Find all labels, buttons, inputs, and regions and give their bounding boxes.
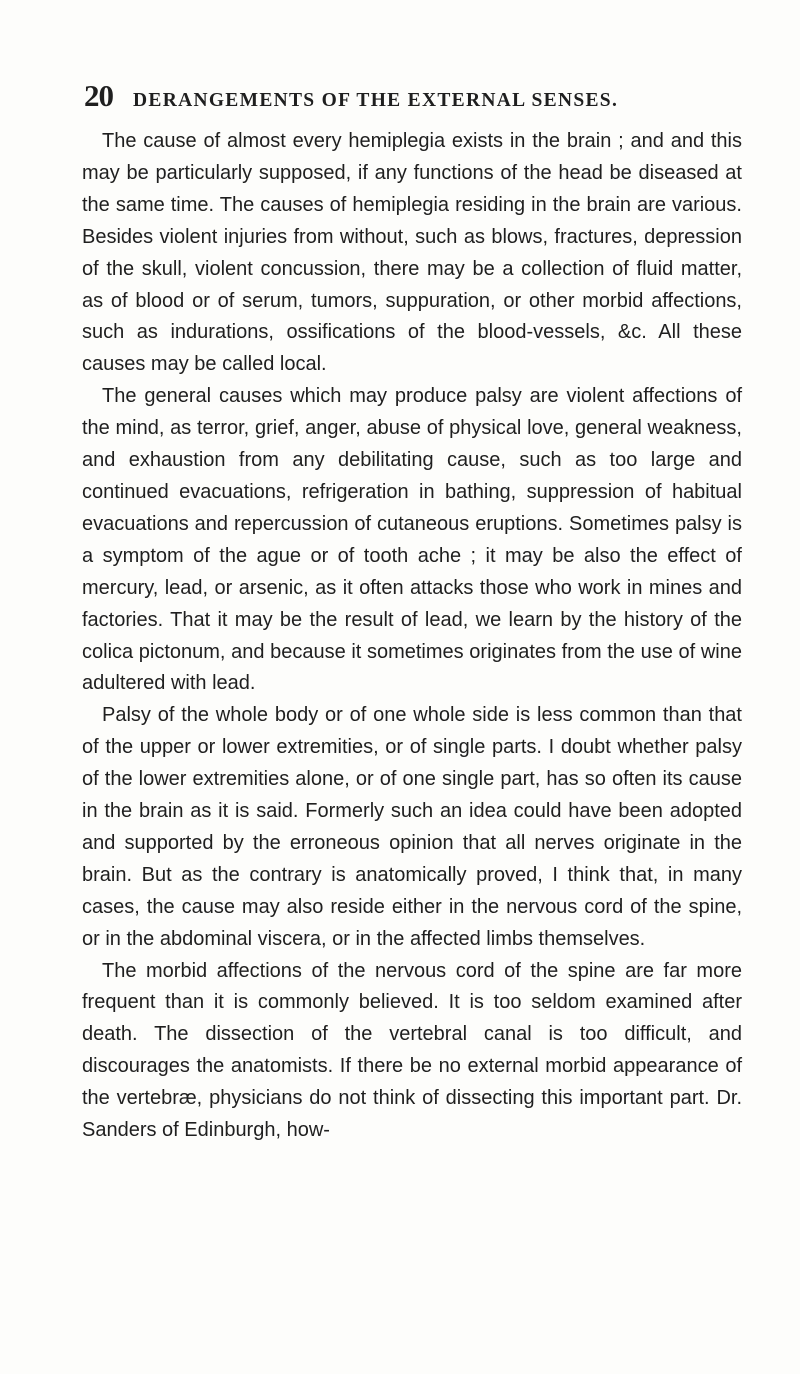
running-head: DERANGEMENTS OF THE EXTERNAL SENSES. — [133, 90, 619, 111]
paragraph: The cause of almost every hemiplegia exists in the brain ; and and this may be particularly supposed, if any functions of the head be diseased at the same time. The causes of hemiplegia residing in the brain are various. Besides violent injuries from without, such as blows, fractures, depression of the skull, violent concussion, there may be a collection of fluid matter, as of blood or of serum, tumors, suppuration, or other morbid affections, such as indurations, ossifications of the blood-vessels, &c. All these causes may be called local. — [82, 130, 742, 376]
page-number: 20 — [84, 78, 113, 113]
paragraph: The morbid affections of the nervous cord of the spine are far more frequent than it is commonly believed. It is too seldom examined after death. The dissection of the vertebral canal is too difficult, and discourages the anatomists. If there be no external morbid appearance of the vertebræ, physicians do not think of dissecting this important part. Dr. Sanders of Edinburgh, how- — [82, 959, 742, 1142]
body-text — [82, 126, 742, 1147]
page-header — [84, 78, 724, 118]
paragraph: Palsy of the whole body or of one whole side is less common than that of the upper or lower extremities, or of single parts. I doubt whether palsy of the lower extremities alone, or of one single part, has so often its cause in the brain as it is said. Formerly such an idea could have been adopted and supported by the erroneous opinion that all nerves originate in the brain. But as the contrary is anatomically proved, I think that, in many cases, the cause may also reside either in the nervous cord of the spine, or in the abdominal viscera, or in the affected limbs themselves. — [82, 704, 742, 950]
paragraph: The general causes which may produce palsy are violent affections of the mind, as terror, grief, anger, abuse of physical love, general weakness, and exhaustion from any debilitating cause, such as too large and continued evacuations, refrigeration in bathing, suppression of habitual evacuations and repercussion of cutaneous eruptions. Sometimes palsy is a symptom of the ague or of tooth ache ; it may be also the effect of mercury, lead, or arsenic, as it often attacks those who work in mines and factories. That it may be the result of lead, we learn by the history of the colica pictonum, and because it sometimes originates from the use of wine adultered with lead. — [82, 385, 742, 695]
